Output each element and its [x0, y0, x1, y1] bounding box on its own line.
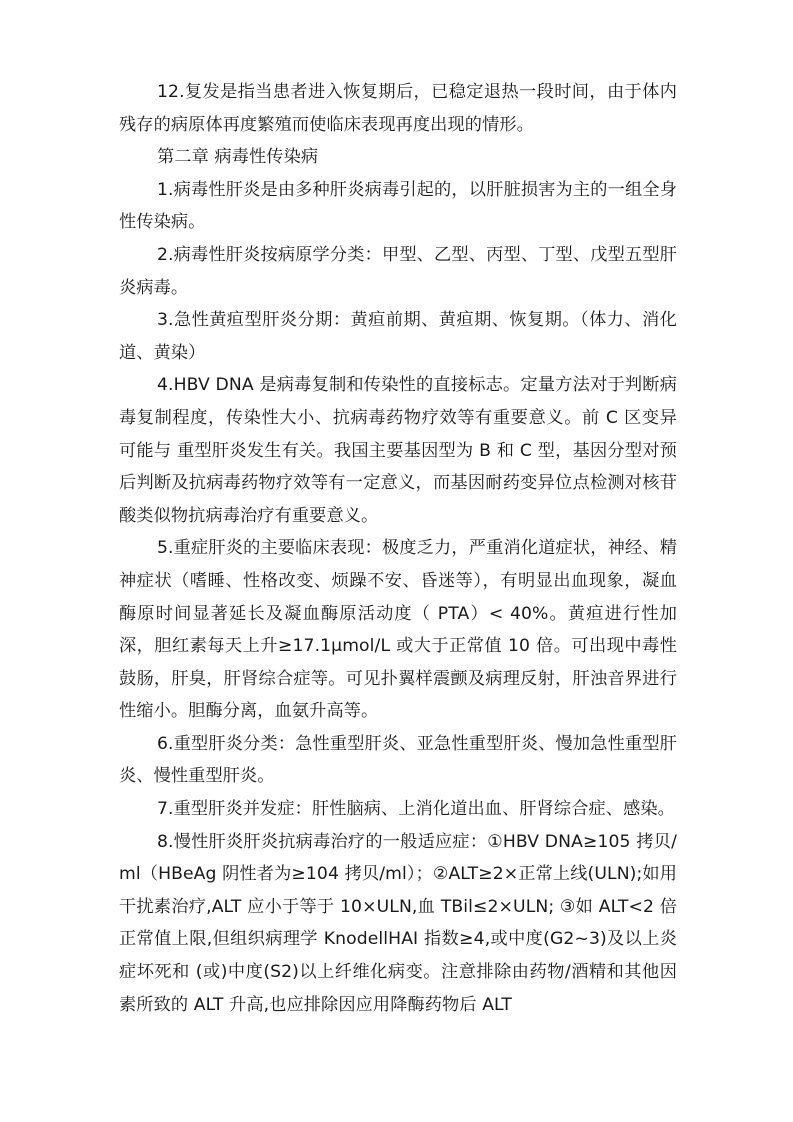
document-page	[119, 76, 677, 1021]
paragraph-jaundice-stages: 3.急性黄疸型肝炎分期：黄疸前期、黄疸期、恢复期。（体力、消化道、黄染）	[119, 310, 677, 363]
paragraph-antiviral-indications: 8.慢性肝炎肝炎抗病毒治疗的一般适应症：①HBV DNA≥105 拷贝/ml（HBeAg 阴性者为≥104 拷贝/ml）；②ALT≥2×正常上线(ULN);如用干扰素治疗,ALT 应小于等于 10×ULN,血 TBil≤2×ULN; ③如 ALT<2 倍正常值上限,但组织病理学 KnodellHAI 指数≥4,或中度(G2~3)及以上炎症坏死和 (或)中度(S2)以上纤维化病变。注意排除由药物/酒精和其他因素所致的 ALT 升高,也应排除因应用降酶药物后 ALT	[119, 831, 677, 1015]
paragraph-hepatitis-definition: 1.病毒性肝炎是由多种肝炎病毒引起的，以肝脏损害为主的一组全身性传染病。	[119, 179, 677, 233]
paragraph-severe-types: 6.重型肝炎分类：急性重型肝炎、亚急性重型肝炎、慢加急性重型肝炎、慢性重型肝炎。	[119, 733, 677, 787]
paragraph-complications: 7.重型肝炎并发症：肝性脑病、上消化道出血、肝肾综合症、感染。	[157, 799, 675, 820]
chapter-heading: 第二章 病毒性传染病	[157, 147, 319, 168]
paragraph-hepatitis-classification: 2.病毒性肝炎按病原学分类：甲型、乙型、丙型、丁型、戊型五型肝炎病毒。	[119, 244, 677, 298]
paragraph-hbv-dna: 4.HBV DNA 是病毒复制和传染性的直接标志。定量方法对于判断病毒复制程度，传染性大小、抗病毒药物疗效等有重要意义。前 C 区变异可能与 重型肝炎发生有关。我国主要基因型为 B 和 C 型，基因分型对预后判断及抗病毒药物疗效等有一定意义，而基因耐药变异位点检测对核苷酸类似物抗病毒治疗有重要意义。	[119, 375, 677, 526]
paragraph-relapse-definition: 12.复发是指当患者进入恢复期后，已稳定退热一段时间，由于体内残存的病原体再度繁殖而使临床表现再度出现的情形。	[119, 82, 677, 135]
paragraph-severe-symptoms: 5.重症肝炎的主要临床表现：极度乏力，严重消化道症状，神经、精神症状（嗜睡、性格改变、烦躁不安、昏迷等），有明显出血现象，凝血酶原时间显著延长及凝血酶原活动度（ PTA）< 40%。黄疸进行性加深，胆红素每天上升≥17.1μmol/L 或大于正常值 10 倍。可出现中毒性鼓肠，肝臭，肝肾综合症等。可见扑翼样震颤及病理反射，肝浊音界进行性缩小。胆酶分离，血氨升高等。	[119, 538, 677, 722]
